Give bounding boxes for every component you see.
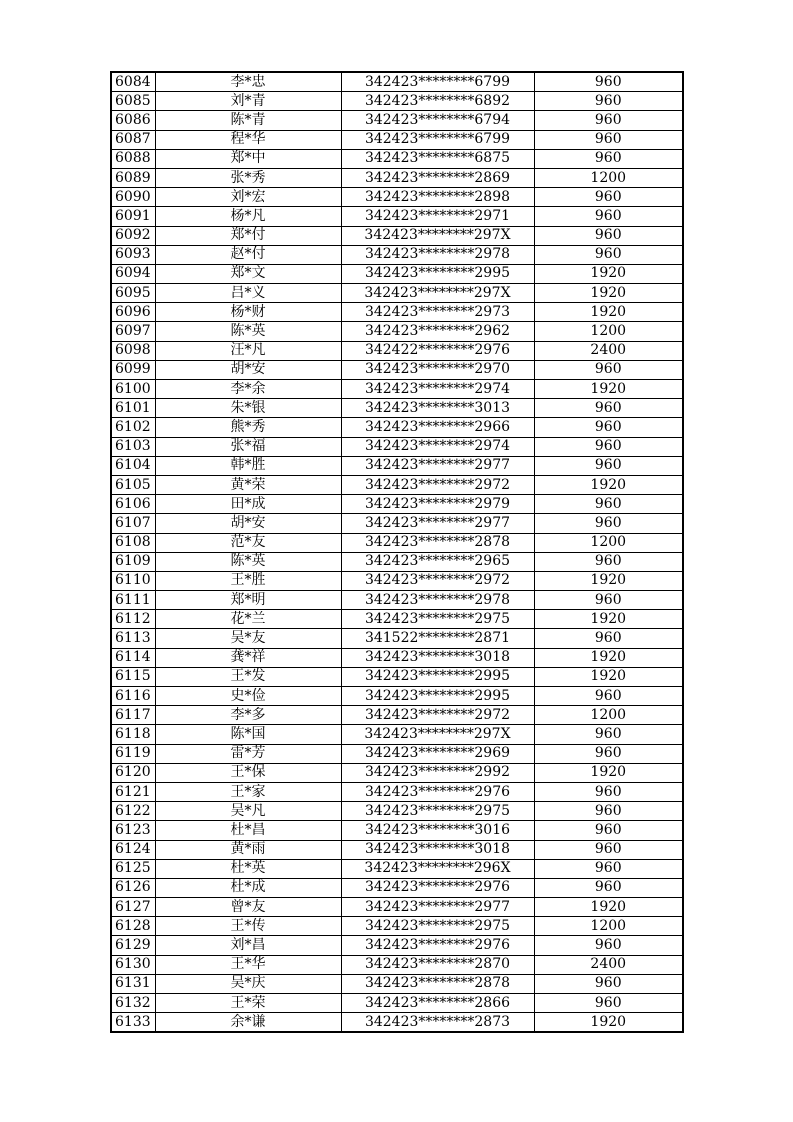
table-row — [111, 245, 683, 264]
row-number-cell: 6088 — [111, 149, 155, 168]
id-number-cell: 342423********3013 — [341, 399, 534, 418]
table-row — [111, 111, 683, 130]
row-number-cell: 6114 — [111, 648, 155, 667]
row-number-cell: 6108 — [111, 533, 155, 552]
name-cell: 郑*文 — [155, 264, 341, 283]
table-row — [111, 840, 683, 859]
name-cell: 李*多 — [155, 706, 341, 725]
row-number-cell: 6128 — [111, 917, 155, 936]
id-number-cell: 342423********297X — [341, 284, 534, 303]
row-number-cell: 6125 — [111, 859, 155, 878]
name-cell: 刘*昌 — [155, 936, 341, 955]
amount-cell: 960 — [534, 802, 683, 821]
amount-cell: 1920 — [534, 475, 683, 494]
id-number-cell: 342422********2976 — [341, 341, 534, 360]
name-cell: 王*发 — [155, 667, 341, 686]
amount-cell: 1920 — [534, 610, 683, 629]
table-row — [111, 725, 683, 744]
amount-cell: 960 — [534, 629, 683, 648]
amount-cell: 960 — [534, 245, 683, 264]
table-row — [111, 763, 683, 782]
id-number-cell: 342423********2995 — [341, 264, 534, 283]
name-cell: 杜*昌 — [155, 821, 341, 840]
id-number-cell: 342423********6892 — [341, 92, 534, 111]
row-number-cell: 6103 — [111, 437, 155, 456]
amount-cell: 960 — [534, 840, 683, 859]
id-number-cell: 341522********2871 — [341, 629, 534, 648]
amount-cell: 960 — [534, 418, 683, 437]
name-cell: 韩*胜 — [155, 456, 341, 475]
table-row — [111, 92, 683, 111]
table-row — [111, 994, 683, 1013]
table-row — [111, 859, 683, 878]
id-number-cell: 342423********2969 — [341, 744, 534, 763]
name-cell: 范*友 — [155, 533, 341, 552]
row-number-cell: 6112 — [111, 610, 155, 629]
table-row — [111, 552, 683, 571]
id-number-cell: 342423********2976 — [341, 878, 534, 897]
table-row — [111, 475, 683, 494]
id-number-cell: 342423********296X — [341, 859, 534, 878]
table-row — [111, 264, 683, 283]
id-number-cell: 342423********2977 — [341, 456, 534, 475]
name-cell: 王*传 — [155, 917, 341, 936]
id-number-cell: 342423********2869 — [341, 168, 534, 187]
name-cell: 李*余 — [155, 380, 341, 399]
id-number-cell: 342423********2992 — [341, 763, 534, 782]
name-cell: 王*荣 — [155, 994, 341, 1013]
name-cell: 汪*凡 — [155, 341, 341, 360]
table-row — [111, 610, 683, 629]
table-row — [111, 955, 683, 974]
table-row — [111, 207, 683, 226]
id-number-cell: 342423********2995 — [341, 667, 534, 686]
id-number-cell: 342423********2972 — [341, 475, 534, 494]
table-row — [111, 974, 683, 993]
name-cell: 陈*英 — [155, 552, 341, 571]
row-number-cell: 6102 — [111, 418, 155, 437]
name-cell: 杨*财 — [155, 303, 341, 322]
amount-cell: 960 — [534, 399, 683, 418]
table-body — [111, 72, 683, 1032]
table-row — [111, 821, 683, 840]
table-row — [111, 782, 683, 801]
row-number-cell: 6109 — [111, 552, 155, 571]
id-number-cell: 342423********2975 — [341, 802, 534, 821]
row-number-cell: 6122 — [111, 802, 155, 821]
name-cell: 胡*安 — [155, 360, 341, 379]
row-number-cell: 6104 — [111, 456, 155, 475]
row-number-cell: 6119 — [111, 744, 155, 763]
id-number-cell: 342423********297X — [341, 226, 534, 245]
id-number-cell: 342423********2970 — [341, 360, 534, 379]
amount-cell: 960 — [534, 188, 683, 207]
amount-cell: 1200 — [534, 322, 683, 341]
row-number-cell: 6100 — [111, 380, 155, 399]
table-row — [111, 380, 683, 399]
amount-cell: 960 — [534, 859, 683, 878]
id-number-cell: 342423********2870 — [341, 955, 534, 974]
row-number-cell: 6097 — [111, 322, 155, 341]
table-row — [111, 226, 683, 245]
amount-cell: 1200 — [534, 706, 683, 725]
row-number-cell: 6093 — [111, 245, 155, 264]
amount-cell: 960 — [534, 687, 683, 706]
row-number-cell: 6099 — [111, 360, 155, 379]
name-cell: 杨*凡 — [155, 207, 341, 226]
row-number-cell: 6105 — [111, 475, 155, 494]
table-row — [111, 130, 683, 149]
amount-cell: 960 — [534, 360, 683, 379]
row-number-cell: 6101 — [111, 399, 155, 418]
table-row — [111, 303, 683, 322]
amount-cell: 960 — [534, 821, 683, 840]
name-cell: 曾*友 — [155, 898, 341, 917]
name-cell: 胡*安 — [155, 514, 341, 533]
amount-cell: 960 — [534, 130, 683, 149]
amount-cell: 1920 — [534, 763, 683, 782]
row-number-cell: 6094 — [111, 264, 155, 283]
table-row — [111, 917, 683, 936]
table-row — [111, 1013, 683, 1033]
table-row — [111, 72, 683, 92]
table-row — [111, 284, 683, 303]
row-number-cell: 6118 — [111, 725, 155, 744]
amount-cell: 1920 — [534, 648, 683, 667]
name-cell: 刘*青 — [155, 92, 341, 111]
table-row — [111, 456, 683, 475]
table-row — [111, 437, 683, 456]
id-number-cell: 342423********2974 — [341, 437, 534, 456]
id-number-cell: 342423********6875 — [341, 149, 534, 168]
table-row — [111, 495, 683, 514]
table-row — [111, 533, 683, 552]
name-cell: 郑*中 — [155, 149, 341, 168]
id-number-cell: 342423********3018 — [341, 648, 534, 667]
name-cell: 王*保 — [155, 763, 341, 782]
name-cell: 余*谦 — [155, 1013, 341, 1033]
id-number-cell: 342423********297X — [341, 725, 534, 744]
id-number-cell: 342423********2979 — [341, 495, 534, 514]
name-cell: 雷*芳 — [155, 744, 341, 763]
id-number-cell: 342423********2965 — [341, 552, 534, 571]
document-page — [110, 71, 684, 1033]
amount-cell: 960 — [534, 226, 683, 245]
name-cell: 吴*庆 — [155, 974, 341, 993]
amount-cell: 960 — [534, 782, 683, 801]
id-number-cell: 342423********2866 — [341, 994, 534, 1013]
id-number-cell: 342423********3018 — [341, 840, 534, 859]
name-cell: 王*家 — [155, 782, 341, 801]
table-row — [111, 667, 683, 686]
name-cell: 熊*秀 — [155, 418, 341, 437]
row-number-cell: 6098 — [111, 341, 155, 360]
id-number-cell: 342423********2973 — [341, 303, 534, 322]
name-cell: 史*俭 — [155, 687, 341, 706]
id-number-cell: 342423********2966 — [341, 418, 534, 437]
row-number-cell: 6129 — [111, 936, 155, 955]
amount-cell: 960 — [534, 994, 683, 1013]
row-number-cell: 6092 — [111, 226, 155, 245]
table-row — [111, 878, 683, 897]
id-number-cell: 342423********6794 — [341, 111, 534, 130]
table-row — [111, 936, 683, 955]
amount-cell: 2400 — [534, 955, 683, 974]
id-number-cell: 342423********2978 — [341, 591, 534, 610]
amount-cell: 960 — [534, 591, 683, 610]
table-row — [111, 418, 683, 437]
name-cell: 李*忠 — [155, 72, 341, 92]
table-row — [111, 514, 683, 533]
row-number-cell: 6124 — [111, 840, 155, 859]
id-number-cell: 342423********2873 — [341, 1013, 534, 1033]
name-cell: 杜*英 — [155, 859, 341, 878]
row-number-cell: 6111 — [111, 591, 155, 610]
table-row — [111, 687, 683, 706]
amount-cell: 960 — [534, 552, 683, 571]
row-number-cell: 6096 — [111, 303, 155, 322]
name-cell: 张*福 — [155, 437, 341, 456]
id-number-cell: 342423********2898 — [341, 188, 534, 207]
amount-cell: 1200 — [534, 533, 683, 552]
row-number-cell: 6131 — [111, 974, 155, 993]
id-number-cell: 342423********2977 — [341, 898, 534, 917]
amount-cell: 1920 — [534, 571, 683, 590]
row-number-cell: 6116 — [111, 687, 155, 706]
table-row — [111, 188, 683, 207]
id-number-cell: 342423********6799 — [341, 72, 534, 92]
row-number-cell: 6123 — [111, 821, 155, 840]
table-row — [111, 399, 683, 418]
name-cell: 张*秀 — [155, 168, 341, 187]
row-number-cell: 6130 — [111, 955, 155, 974]
row-number-cell: 6089 — [111, 168, 155, 187]
id-number-cell: 342423********2976 — [341, 936, 534, 955]
amount-cell: 960 — [534, 456, 683, 475]
amount-cell: 960 — [534, 207, 683, 226]
id-number-cell: 342423********2976 — [341, 782, 534, 801]
subsidy-table — [110, 71, 684, 1033]
id-number-cell: 342423********6799 — [341, 130, 534, 149]
row-number-cell: 6084 — [111, 72, 155, 92]
name-cell: 朱*银 — [155, 399, 341, 418]
row-number-cell: 6132 — [111, 994, 155, 1013]
name-cell: 田*成 — [155, 495, 341, 514]
id-number-cell: 342423********2878 — [341, 974, 534, 993]
amount-cell: 1920 — [534, 380, 683, 399]
row-number-cell: 6107 — [111, 514, 155, 533]
name-cell: 陈*英 — [155, 322, 341, 341]
name-cell: 黄*荣 — [155, 475, 341, 494]
amount-cell: 960 — [534, 92, 683, 111]
row-number-cell: 6090 — [111, 188, 155, 207]
amount-cell: 960 — [534, 437, 683, 456]
amount-cell: 960 — [534, 936, 683, 955]
name-cell: 吴*凡 — [155, 802, 341, 821]
row-number-cell: 6127 — [111, 898, 155, 917]
id-number-cell: 342423********2975 — [341, 917, 534, 936]
amount-cell: 960 — [534, 744, 683, 763]
table-row — [111, 744, 683, 763]
name-cell: 刘*宏 — [155, 188, 341, 207]
name-cell: 龚*祥 — [155, 648, 341, 667]
amount-cell: 1920 — [534, 284, 683, 303]
row-number-cell: 6126 — [111, 878, 155, 897]
id-number-cell: 342423********3016 — [341, 821, 534, 840]
row-number-cell: 6086 — [111, 111, 155, 130]
amount-cell: 960 — [534, 149, 683, 168]
name-cell: 吕*义 — [155, 284, 341, 303]
table-row — [111, 629, 683, 648]
amount-cell: 960 — [534, 974, 683, 993]
table-row — [111, 706, 683, 725]
amount-cell: 1200 — [534, 917, 683, 936]
table-row — [111, 591, 683, 610]
table-row — [111, 341, 683, 360]
amount-cell: 960 — [534, 514, 683, 533]
amount-cell: 960 — [534, 72, 683, 92]
id-number-cell: 342423********2972 — [341, 706, 534, 725]
amount-cell: 960 — [534, 878, 683, 897]
table-row — [111, 360, 683, 379]
row-number-cell: 6133 — [111, 1013, 155, 1033]
amount-cell: 1920 — [534, 667, 683, 686]
amount-cell: 960 — [534, 725, 683, 744]
id-number-cell: 342423********2962 — [341, 322, 534, 341]
table-row — [111, 149, 683, 168]
row-number-cell: 6091 — [111, 207, 155, 226]
amount-cell: 1920 — [534, 303, 683, 322]
amount-cell: 960 — [534, 495, 683, 514]
name-cell: 王*胜 — [155, 571, 341, 590]
amount-cell: 2400 — [534, 341, 683, 360]
name-cell: 杜*成 — [155, 878, 341, 897]
row-number-cell: 6095 — [111, 284, 155, 303]
name-cell: 黄*雨 — [155, 840, 341, 859]
name-cell: 陈*青 — [155, 111, 341, 130]
id-number-cell: 342423********2974 — [341, 380, 534, 399]
amount-cell: 1920 — [534, 1013, 683, 1033]
id-number-cell: 342423********2975 — [341, 610, 534, 629]
name-cell: 程*华 — [155, 130, 341, 149]
table-row — [111, 322, 683, 341]
row-number-cell: 6120 — [111, 763, 155, 782]
name-cell: 吴*友 — [155, 629, 341, 648]
id-number-cell: 342423********2995 — [341, 687, 534, 706]
row-number-cell: 6121 — [111, 782, 155, 801]
name-cell: 陈*国 — [155, 725, 341, 744]
amount-cell: 1920 — [534, 264, 683, 283]
amount-cell: 1920 — [534, 898, 683, 917]
row-number-cell: 6085 — [111, 92, 155, 111]
row-number-cell: 6117 — [111, 706, 155, 725]
id-number-cell: 342423********2971 — [341, 207, 534, 226]
name-cell: 花*兰 — [155, 610, 341, 629]
row-number-cell: 6087 — [111, 130, 155, 149]
id-number-cell: 342423********2978 — [341, 245, 534, 264]
row-number-cell: 6115 — [111, 667, 155, 686]
row-number-cell: 6110 — [111, 571, 155, 590]
row-number-cell: 6113 — [111, 629, 155, 648]
table-row — [111, 648, 683, 667]
id-number-cell: 342423********2977 — [341, 514, 534, 533]
amount-cell: 1200 — [534, 168, 683, 187]
name-cell: 郑*明 — [155, 591, 341, 610]
table-row — [111, 898, 683, 917]
table-row — [111, 802, 683, 821]
row-number-cell: 6106 — [111, 495, 155, 514]
name-cell: 赵*付 — [155, 245, 341, 264]
id-number-cell: 342423********2878 — [341, 533, 534, 552]
name-cell: 王*华 — [155, 955, 341, 974]
name-cell: 郑*付 — [155, 226, 341, 245]
table-row — [111, 168, 683, 187]
amount-cell: 960 — [534, 111, 683, 130]
table-row — [111, 571, 683, 590]
id-number-cell: 342423********2972 — [341, 571, 534, 590]
